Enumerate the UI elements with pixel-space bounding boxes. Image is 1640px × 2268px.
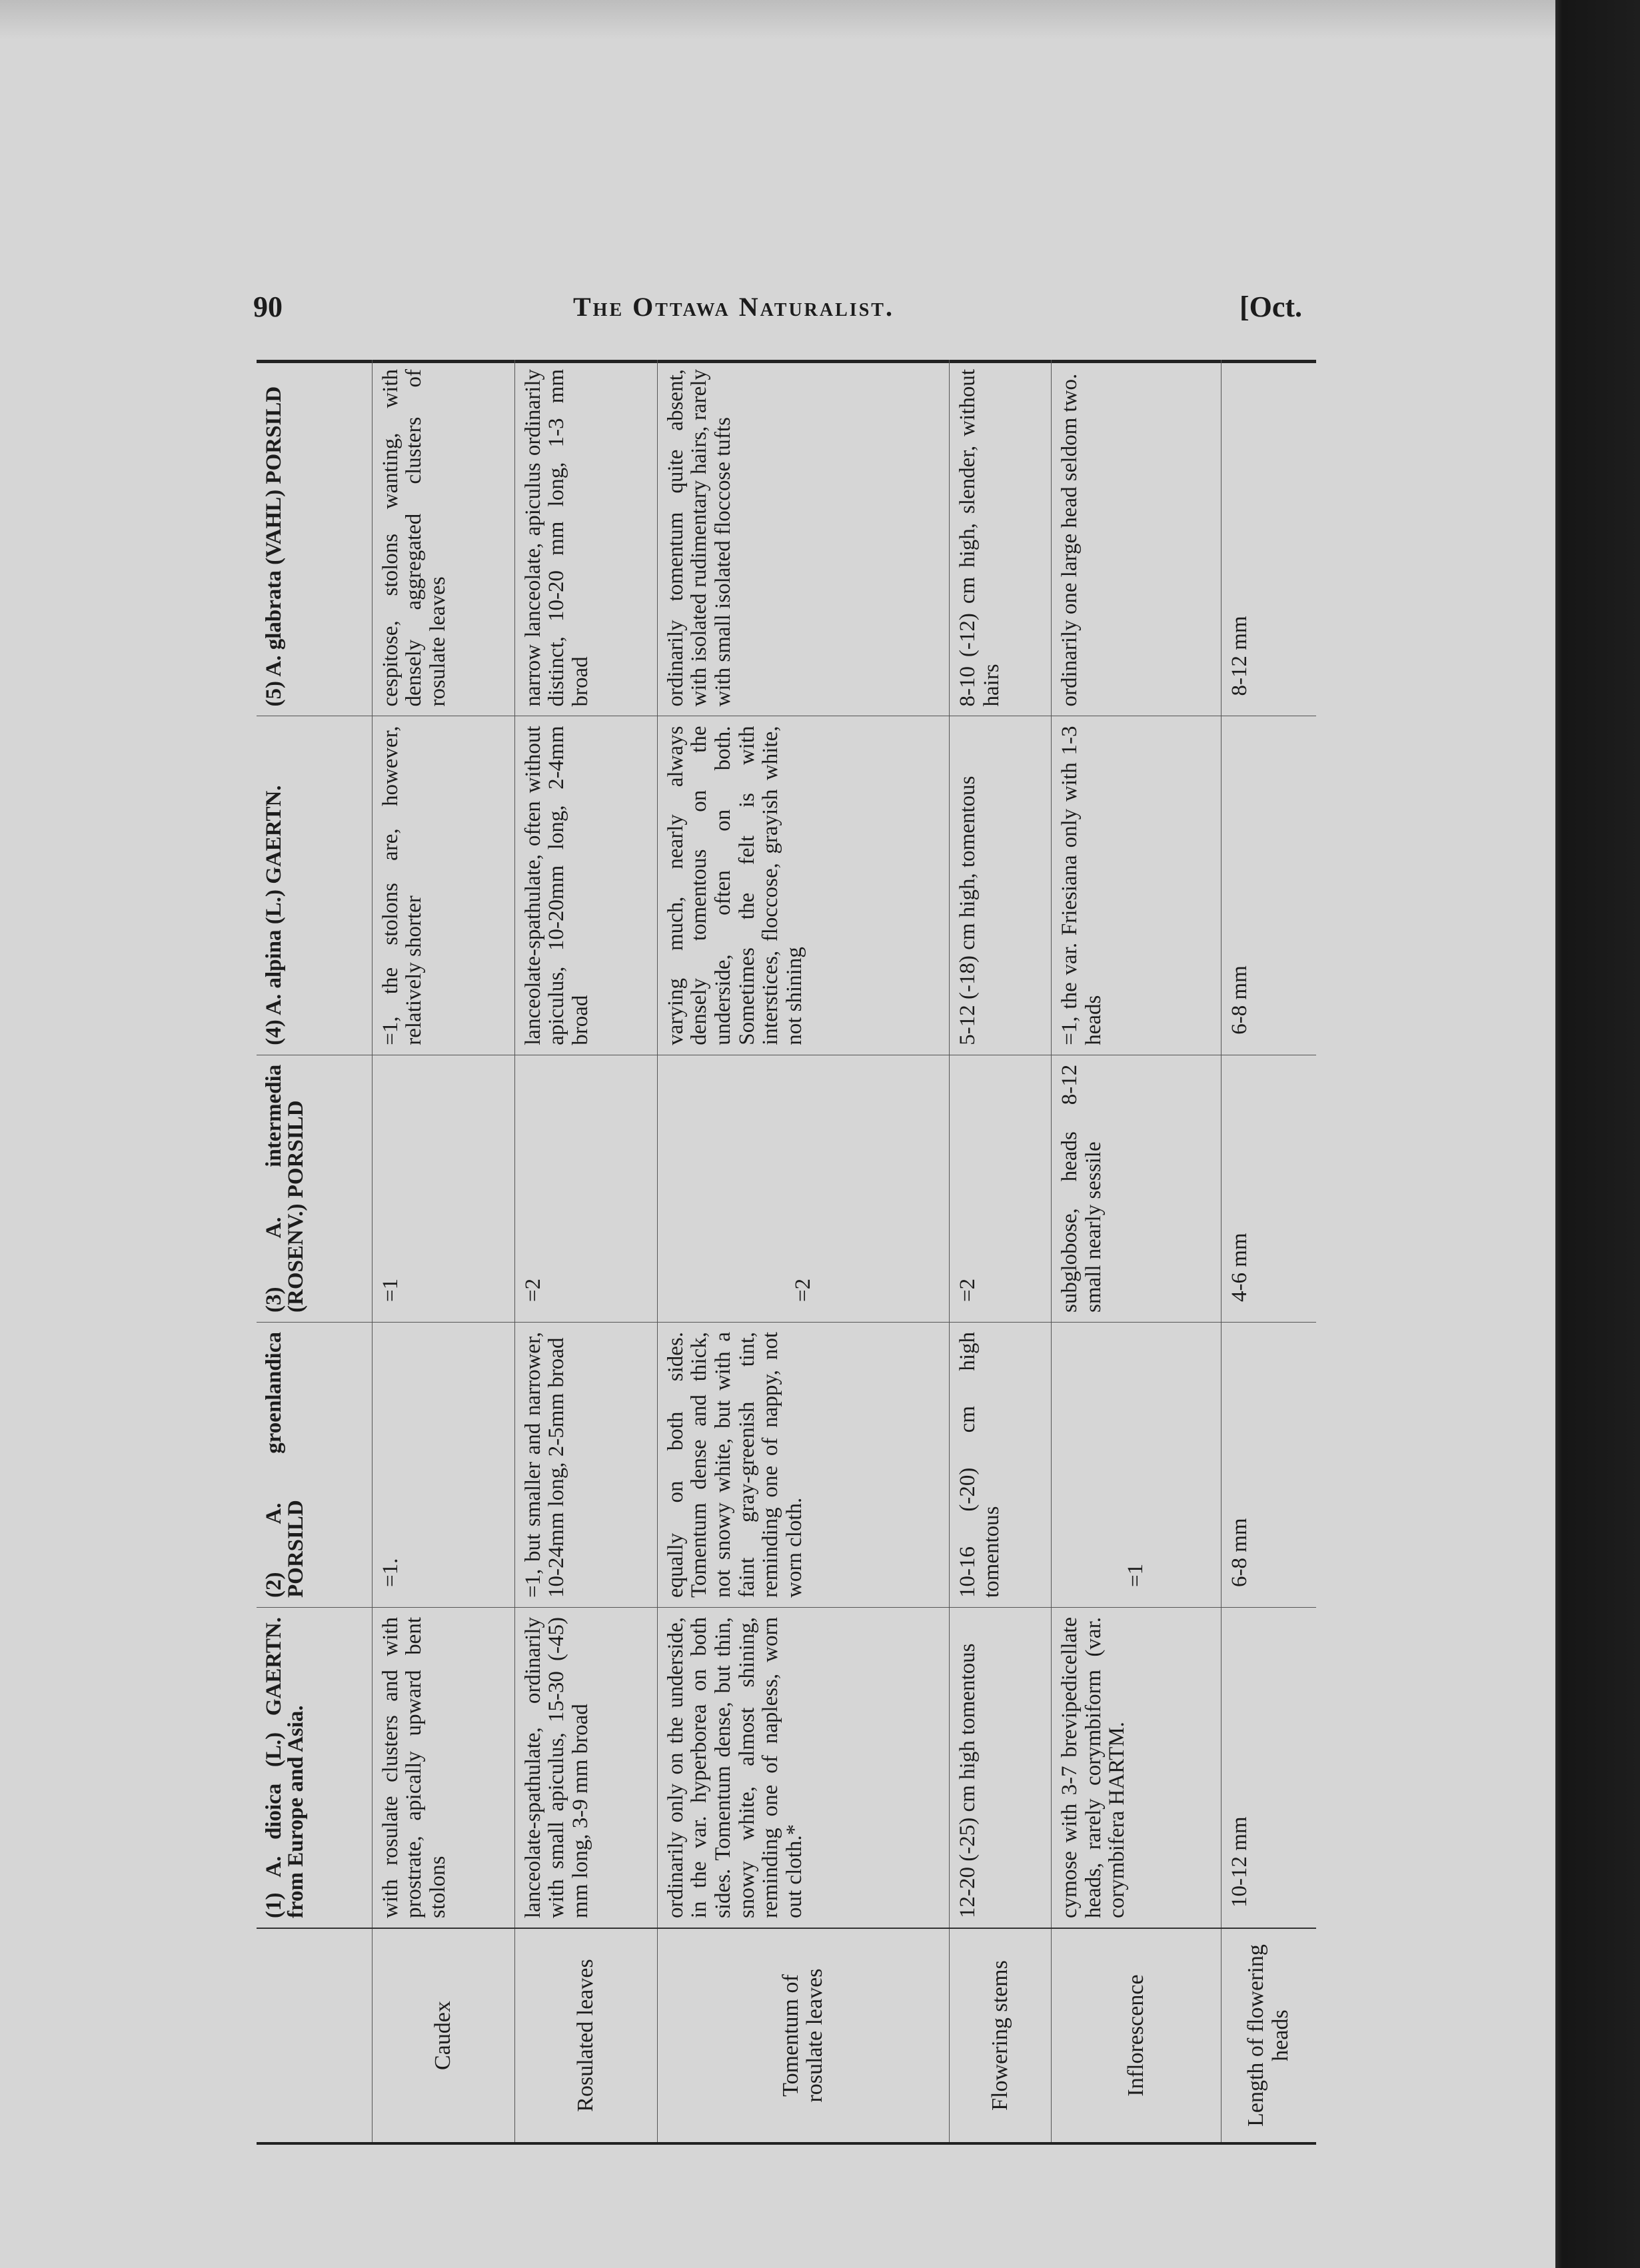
column-header-glabrata: (5) A. glabrata (VAHL) PORSILD [257, 360, 372, 716]
table-cell: 5-12 (-18) cm high, tomentous [950, 716, 1052, 1055]
scan-shadow-top [0, 0, 1555, 40]
table-cell: =1 [372, 1055, 514, 1322]
table-cell: ordinarily one large head seldom two. [1051, 360, 1221, 716]
row-label-tomentum: Tomentum of rosulate leaves [657, 1928, 949, 2142]
row-label-rosulated-leaves: Rosulated leaves [514, 1928, 657, 2142]
table-cell: =2 [514, 1055, 657, 1322]
table-cell: 10-16 (-20) cm high tomentous [950, 1323, 1052, 1608]
table-cell: =1, the var. Friesiana only with 1-3 heads [1051, 716, 1221, 1055]
table-cell: cespitose, stolons wanting, with densely aggregated clusters of rosulate leaves [372, 360, 514, 716]
table-row [514, 360, 657, 2142]
table-cell: =1. [372, 1323, 514, 1608]
table-cell: 6-8 mm [1221, 716, 1316, 1055]
table-cell: 10-12 mm [1221, 1608, 1316, 1929]
running-title: The Ottawa Naturalist. [573, 292, 894, 322]
page-number: 90 [253, 290, 283, 323]
table-cell: 12-20 (-25) cm high tomentous [950, 1608, 1052, 1929]
table-row [1221, 360, 1316, 2142]
table-row [372, 360, 514, 2142]
table-cell: =2 [950, 1055, 1052, 1322]
table-cell: lanceolate-spathulate, ordinarily with small apiculus, 15-30 (-45) mm long, 3-9 mm broad [514, 1608, 657, 1929]
table-cell: ordinarily only on the underside, in the var. hyperborea on both sides. Tomentum dense, but thin, snowy white, almost shining, reminding one of napless, worn out cloth.* [657, 1608, 949, 1929]
table-cell: =2 [657, 1055, 949, 1322]
row-label-caudex: Caudex [372, 1928, 514, 2142]
table-cell: subglobose, heads 8-12 small nearly sessile [1051, 1055, 1221, 1322]
row-label-flowering-stems: Flowering stems [950, 1928, 1052, 2142]
table-cell: 8-12 mm [1221, 360, 1316, 716]
table-row [950, 360, 1052, 2142]
issue-month: [Oct. [1239, 290, 1303, 323]
row-label-inflorescence: Inflorescence [1051, 1928, 1221, 2142]
comparison-table [257, 360, 1316, 2142]
table-cell: 4-6 mm [1221, 1055, 1316, 1322]
table-cell: =1, the stolons are, however, relatively shorter [372, 716, 514, 1055]
table-cell: cymose with 3-7 brevipedicellate heads, rarely corymbiform (var. corymbifera HARTM. [1051, 1608, 1221, 1929]
column-header-alpina: (4) A. alpina (L.) GAERTN. [257, 716, 372, 1055]
scan-binding-edge [1555, 0, 1640, 2268]
table-header-row [257, 360, 372, 2142]
table-left-rule [257, 2142, 1316, 2145]
table-cell: with rosulate clusters and with prostrate, apically upward bent stolons [372, 1608, 514, 1929]
table-cell: =1 [1051, 1323, 1221, 1608]
row-label-flowering-heads-length: Length of flowering heads [1221, 1928, 1316, 2142]
corner-header [257, 1928, 372, 2142]
column-header-dioica: (1) A. dioica (L.) GAERTN. from Europe and Asia. [257, 1608, 372, 1929]
table-cell: equally on both sides. Tomentum dense and thick, not snowy white, but with a faint gray-greenish tint, reminding one of nappy, not worn cloth. [657, 1323, 949, 1608]
column-header-groenlandica: (2) A. groenlandica PORSILD [257, 1323, 372, 1608]
table-cell: =1, but smaller and narrower, 10-24mm long, 2-5mm broad [514, 1323, 657, 1608]
table-row [1051, 360, 1221, 2142]
table-cell: varying much, nearly always densely tomentous on the underside, often on both. Sometimes the felt is with interstices, floccose, grayish white, not shining [657, 716, 949, 1055]
column-header-intermedia: (3) A. intermedia (ROSENV.) PORSILD [257, 1055, 372, 1322]
table-row [657, 360, 949, 2142]
table-cell: 8-10 (-12) cm high, slender, without hairs [950, 360, 1052, 716]
table-cell: narrow lanceolate, apiculus ordinarily distinct, 10-20 mm long, 1-3 mm broad [514, 360, 657, 716]
table-cell: 6-8 mm [1221, 1323, 1316, 1608]
rotated-table-container [257, 360, 1316, 2142]
table-cell: ordinarily tomentum quite absent, with isolated rudimentary hairs, rarely with small isolated floccose tufts [657, 360, 949, 716]
page-header [253, 290, 1333, 330]
table-cell: lanceolate-spathulate, often without apiculus, 10-20mm long, 2-4mm broad [514, 716, 657, 1055]
